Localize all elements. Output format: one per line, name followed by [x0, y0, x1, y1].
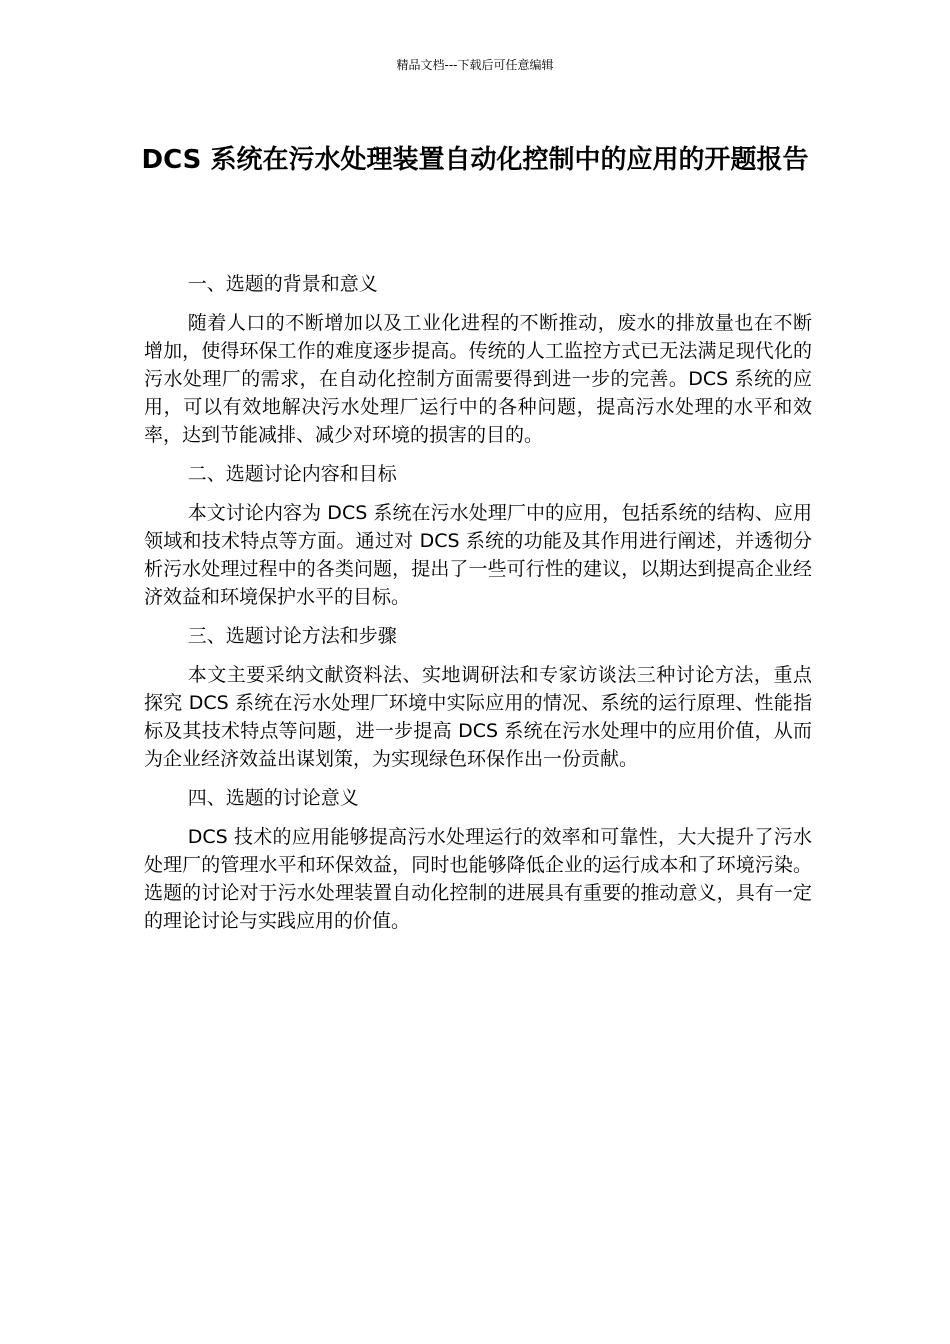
section-methods [144, 622, 812, 773]
section-heading: 二、选题讨论内容和目标 [187, 463, 397, 485]
section-paragraph: DCS 技术的应用能够提高污水处理运行的效率和可靠性，大大提升了污水处理厂的管理水平和环保效益，同时也能够降低企业的运行成本和了环境污染。选题的讨论对于污水处理装置自动化控制的进展具有重要的推动意义，具有一定的理论讨论与实践应用的价值。 [144, 826, 812, 932]
section-paragraph: 本文讨论内容为 DCS 系统在污水处理厂中的应用，包括系统的结构、应用领域和技术特点等方面。通过对 DCS 系统的功能及其作用进行阐述，并透彻分析污水处理过程中的各类问题，提出了一些可行性的建议，以期达到提高企业经济效益和环境保护水平的目标。 [144, 502, 812, 608]
section-content-goals [144, 460, 812, 611]
section-paragraph: 本文主要采纳文献资料法、实地调研法和专家访谈法三种讨论方法，重点探究 DCS 系统在污水处理厂环境中实际应用的情况、系统的运行原理、性能指标及其技术特点等问题，进一步提高 DCS 系统在污水处理中的应用价值，从而为企业经济效益出谋划策，为实现绿色环保作出一份贡献。 [144, 664, 812, 770]
section-background [144, 270, 812, 449]
document-title: DCS 系统在污水处理装置自动化控制中的应用的开题报告 [141, 145, 809, 175]
section-significance [144, 784, 812, 935]
document-body [144, 270, 812, 946]
section-heading: 四、选题的讨论意义 [187, 787, 359, 809]
section-heading: 三、选题讨论方法和步骤 [187, 625, 397, 647]
section-paragraph: 随着人口的不断增加以及工业化进程的不断推动，废水的排放量也在不断增加，使得环保工作的难度逐步提高。传统的人工监控方式已无法满足现代化的污水处理厂的需求，在自动化控制方面需要得到进一步的完善。DCS 系统的应用，可以有效地解决污水处理厂运行中的各种问题，提高污水处理的水平和效率，达到节能减排、减少对环境的损害的目的。 [144, 312, 812, 446]
header-note: 精品文档---下载后可任意编辑 [396, 58, 554, 72]
section-heading: 一、选题的背景和意义 [187, 273, 378, 295]
